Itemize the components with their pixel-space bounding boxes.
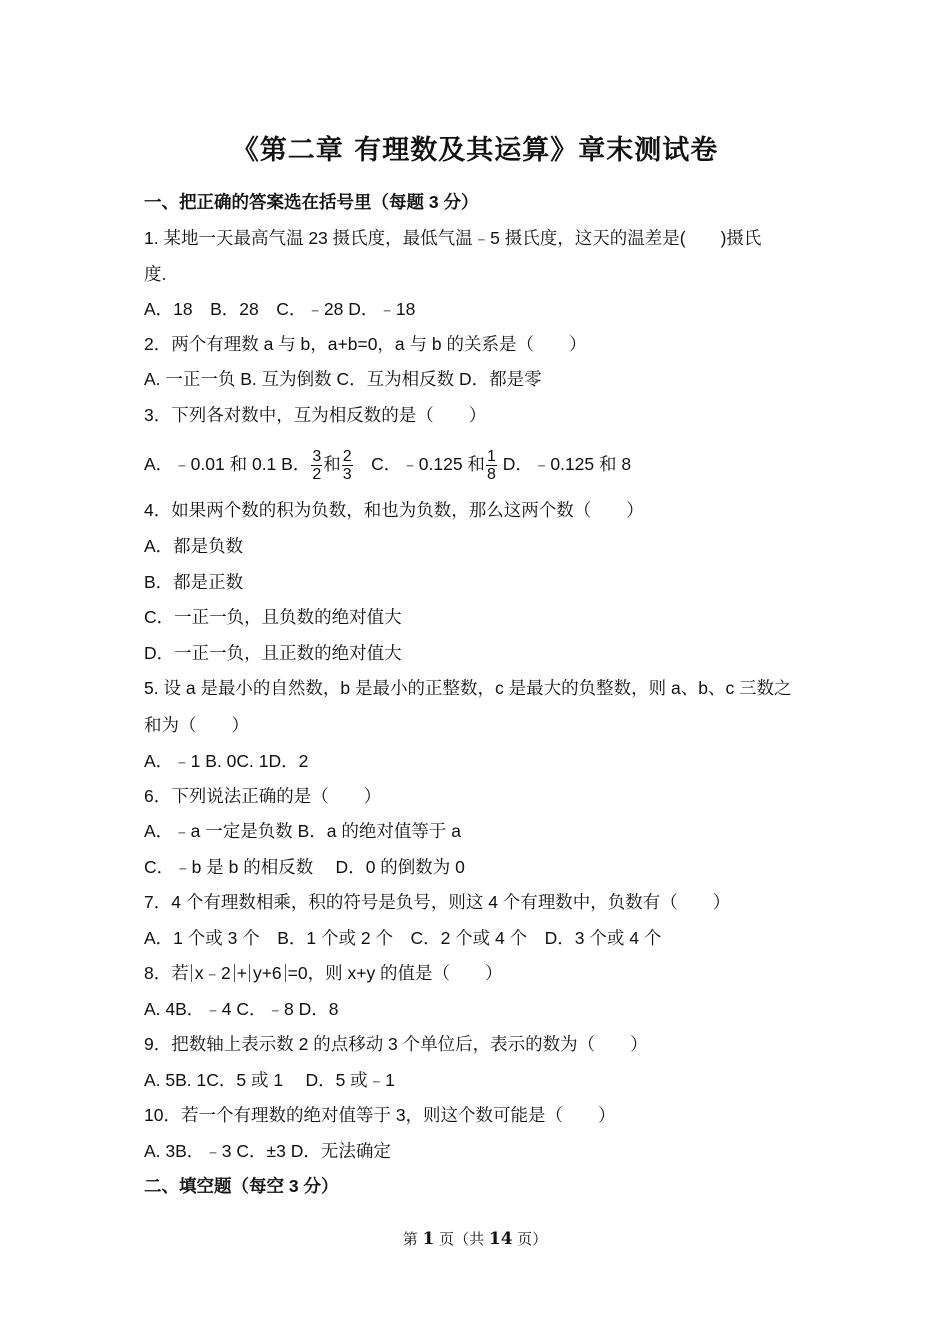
question-8-options: A. 4B．﹣4 C．﹣8 D．8 xyxy=(144,999,339,1019)
question-6-options-ab: A．﹣a 一定是负数 B．a 的绝对值等于 a xyxy=(144,821,461,841)
question-2-text: 2．两个有理数 a 与 b，a+b=0，a 与 b 的关系是（ ） xyxy=(144,334,587,354)
question-10-text: 10．若一个有理数的绝对值等于 3，则这个数可能是（ ） xyxy=(144,1105,616,1125)
question-2-options: A. 一正一负 B. 互为倒数 C．互为相反数 D．都是零 xyxy=(144,369,542,389)
question-9-text: 9．把数轴上表示数 2 的点移动 3 个单位后，表示的数为（ ） xyxy=(144,1034,648,1054)
absolute-value-y: y+6 xyxy=(249,964,286,982)
q3-option-d: D．﹣0.125 和 8 xyxy=(497,454,632,474)
fraction-1-8: $\frac{1}{8}$ xyxy=(486,447,496,483)
total-page-count: 14 xyxy=(488,1229,513,1249)
question-9-options: A. 5B. 1C．5 或 1 D．5 或﹣1 xyxy=(144,1070,395,1090)
section-heading-1: 一、把正确的答案选在括号里（每题 3 分） xyxy=(144,192,479,212)
question-6-options-cd: C．﹣b 是 b 的相反数 D．0 的倒数为 0 xyxy=(144,857,465,877)
current-page-number: 1 xyxy=(422,1229,435,1249)
question-3-options: A．﹣0.01 和 0.1 B． $\frac{3}{2}$ 和 $\frac{2}{3}$ C．﹣0.125 和 $\frac{1}{8}$ D．﹣0.125 和 8 xyxy=(144,447,632,483)
question-7-text: 7．4 个有理数相乘，积的符号是负号，则这 4 个有理数中，负数有（ ） xyxy=(144,892,731,912)
question-7-options: A．1 个或 3 个 B．1 个或 2 个 C．2 个或 4 个 D．3 个或 4 个 xyxy=(144,928,662,948)
page-footer: 第 1 页（共 14 页） xyxy=(402,1229,548,1249)
question-4-option-b: B．都是正数 xyxy=(144,572,244,592)
page-title: 《第二章 有理数及其运算》章末测试卷 xyxy=(231,135,719,166)
question-4-option-a: A．都是负数 xyxy=(144,536,244,556)
question-5-line2: 和为（ ） xyxy=(144,715,249,735)
q3-option-a: A．﹣0.01 和 0.1 B． xyxy=(144,454,311,474)
question-4-text: 4．如果两个数的积为负数，和也为负数，那么这两个数（ ） xyxy=(144,500,644,520)
fraction-3-2: $\frac{3}{2}$ xyxy=(312,447,322,483)
question-5-line1: 5. 设 a 是最小的自然数，b 是最小的正整数，c 是最大的负整数，则 a、b、c 三数之 xyxy=(144,678,792,698)
question-6-text: 6．下列说法正确的是（ ） xyxy=(144,786,382,806)
question-4-option-d: D．一正一负，且正数的绝对值大 xyxy=(144,643,402,663)
question-1-options: A．18 B．28 C．﹣28 D．﹣18 xyxy=(144,299,416,319)
question-4-option-c: C．一正一负，且负数的绝对值大 xyxy=(144,607,402,627)
section-heading-2: 二、填空题（每空 3 分） xyxy=(144,1176,339,1196)
q3-option-c: C．﹣0.125 和 xyxy=(353,454,485,474)
question-8-text: 8．若 x﹣2 + y+6 =0，则 x+y 的值是（ ） xyxy=(144,963,503,983)
question-1-line2: 度. xyxy=(144,264,167,284)
question-5-options: A．﹣1 B. 0C. 1D．2 xyxy=(144,751,309,771)
question-1-line1: 1. 某地一天最高气温 23 摄氏度，最低气温﹣5 摄氏度，这天的温差是( )摄氏 xyxy=(144,228,762,248)
absolute-value-x: x﹣2 xyxy=(191,964,235,982)
question-10-options: A. 3B．﹣3 C．±3 D．无法确定 xyxy=(144,1141,391,1161)
question-3-text: 3．下列各对数中，互为相反数的是（ ） xyxy=(144,405,487,425)
fraction-2-3: $\frac{2}{3}$ xyxy=(342,447,352,483)
